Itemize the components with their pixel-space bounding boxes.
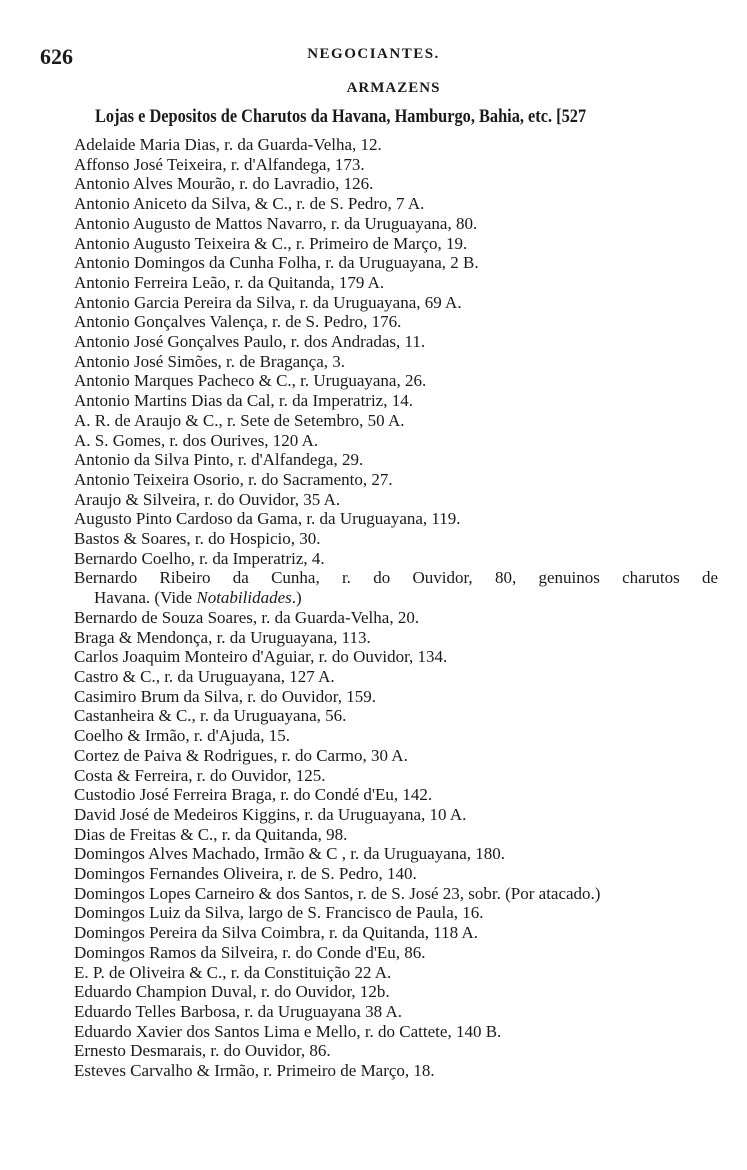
running-head: NEGOCIANTES. — [307, 46, 440, 62]
entry-list-1 — [74, 135, 718, 568]
directory-entry: Domingos Ramos da Silveira, r. do Conde d'Eu, 86. — [74, 942, 426, 962]
directory-entry: Antonio Augusto de Mattos Navarro, r. da Uruguayana, 80. — [74, 213, 478, 233]
directory-entry: Cortez de Paiva & Rodrigues, r. do Carmo, 30 A. — [74, 745, 408, 765]
directory-entry: David José de Medeiros Kiggins, r. da Uruguayana, 10 A. — [74, 804, 467, 824]
directory-entry: Antonio Marques Pacheco & C., r. Uruguayana, 26. — [74, 371, 427, 391]
directory-entry: Domingos Luiz da Silva, largo de S. Francisco de Paula, 16. — [74, 903, 484, 923]
directory-entry: Adelaide Maria Dias, r. da Guarda-Velha, 12. — [74, 135, 382, 154]
directory-entry: Dias de Freitas & C., r. da Quitanda, 98. — [74, 824, 348, 844]
directory-entry: Antonio Garcia Pereira da Silva, r. da Uruguayana, 69 A. — [74, 292, 462, 312]
directory-entry: Eduardo Telles Barbosa, r. da Uruguayana 38 A. — [74, 1001, 403, 1021]
entry-line-1: Bernardo Ribeiro da Cunha, r. do Ouvidor, 80, genuinos charutos de — [74, 568, 718, 588]
directory-entry: Coelho & Irmão, r. d'Ajuda, 15. — [74, 726, 291, 746]
directory-entry: Augusto Pinto Cardoso da Gama, r. da Uruguayana, 119. — [74, 509, 461, 529]
directory-entry: E. P. de Oliveira & C., r. da Constituição 22 A. — [74, 962, 392, 982]
directory-entry: Antonio Aniceto da Silva, & C., r. de S. Pedro, 7 A. — [74, 194, 425, 214]
directory-entry: A. R. de Araujo & C., r. Sete de Setembro, 50 A. — [74, 410, 405, 430]
directory-entry: Affonso José Teixeira, r. d'Alfandega, 173. — [74, 154, 365, 174]
entry-italic-reference: Notabilidades — [196, 588, 292, 608]
directory-entry: Carlos Joaquim Monteiro d'Aguiar, r. do Ouvidor, 134. — [74, 647, 448, 667]
directory-entries — [74, 135, 718, 1081]
directory-entry: Custodio José Ferreira Braga, r. do Condé d'Eu, 142. — [74, 785, 433, 805]
directory-entry: Domingos Fernandes Oliveira, r. de S. Pedro, 140. — [74, 864, 417, 884]
directory-entry: Costa & Ferreira, r. do Ouvidor, 125. — [74, 765, 326, 785]
section-title: ARMAZENS — [346, 80, 441, 96]
directory-entry: Antonio Domingos da Cunha Folha, r. da Uruguayana, 2 B. — [74, 253, 479, 273]
section-subtitle: Lojas e Depositos de Charutos da Havana, Hamburgo, Bahia, etc. [527 — [95, 106, 587, 127]
directory-entry: Braga & Mendonça, r. da Uruguayana, 113. — [74, 627, 371, 647]
directory-entry: Antonio José Gonçalves Paulo, r. dos Andradas, 11. — [74, 332, 426, 352]
entry-text: .) — [291, 588, 302, 608]
entry-line-2 — [74, 588, 718, 608]
directory-entry: Antonio da Silva Pinto, r. d'Alfandega, 29. — [74, 450, 364, 470]
directory-entry: Antonio Augusto Teixeira & C., r. Primeiro de Março, 19. — [74, 233, 468, 253]
entry-text: Havana. (Vide — [94, 588, 197, 608]
directory-entry: Castanheira & C., r. da Uruguayana, 56. — [74, 706, 347, 726]
directory-entry: Antonio José Simões, r. de Bragança, 3. — [74, 351, 346, 371]
directory-entry: Antonio Gonçalves Valença, r. de S. Pedro, 176. — [74, 312, 402, 332]
directory-entry: Bastos & Soares, r. do Hospicio, 30. — [74, 529, 321, 549]
directory-entry: Antonio Martins Dias da Cal, r. da Imperatriz, 14. — [74, 391, 413, 411]
directory-entry: Eduardo Champion Duval, r. do Ouvidor, 12b. — [74, 982, 390, 1002]
directory-entry: A. S. Gomes, r. dos Ourives, 120 A. — [74, 430, 319, 450]
directory-entry: Esteves Carvalho & Irmão, r. Primeiro de Março, 18. — [74, 1061, 435, 1081]
directory-entry — [74, 568, 718, 607]
directory-entry: Bernardo Coelho, r. da Imperatriz, 4. — [74, 548, 325, 568]
directory-entry: Eduardo Xavier dos Santos Lima e Mello, r. do Cattete, 140 B. — [74, 1021, 502, 1041]
directory-entry: Domingos Lopes Carneiro & dos Santos, r. de S. José 23, sobr. (Por atacado.) — [74, 883, 601, 903]
directory-entry: Bernardo de Souza Soares, r. da Guarda-Velha, 20. — [74, 607, 420, 627]
entry-list-2 — [74, 608, 718, 1081]
directory-entry: Antonio Ferreira Leão, r. da Quitanda, 179 A. — [74, 272, 385, 292]
directory-entry: Casimiro Brum da Silva, r. do Ouvidor, 159. — [74, 686, 376, 706]
directory-entry: Antonio Alves Mourão, r. do Lavradio, 126. — [74, 174, 374, 194]
directory-entry: Domingos Pereira da Silva Coimbra, r. da Quitanda, 118 A. — [74, 923, 478, 943]
page-number: 626 — [40, 44, 73, 69]
directory-entry: Araujo & Silveira, r. do Ouvidor, 35 A. — [74, 489, 341, 509]
directory-entry: Antonio Teixeira Osorio, r. do Sacramento, 27. — [74, 469, 393, 489]
directory-entry: Ernesto Desmarais, r. do Ouvidor, 86. — [74, 1041, 331, 1061]
directory-entry: Castro & C., r. da Uruguayana, 127 A. — [74, 666, 335, 686]
directory-entry: Domingos Alves Machado, Irmão & C , r. da Uruguayana, 180. — [74, 844, 506, 864]
